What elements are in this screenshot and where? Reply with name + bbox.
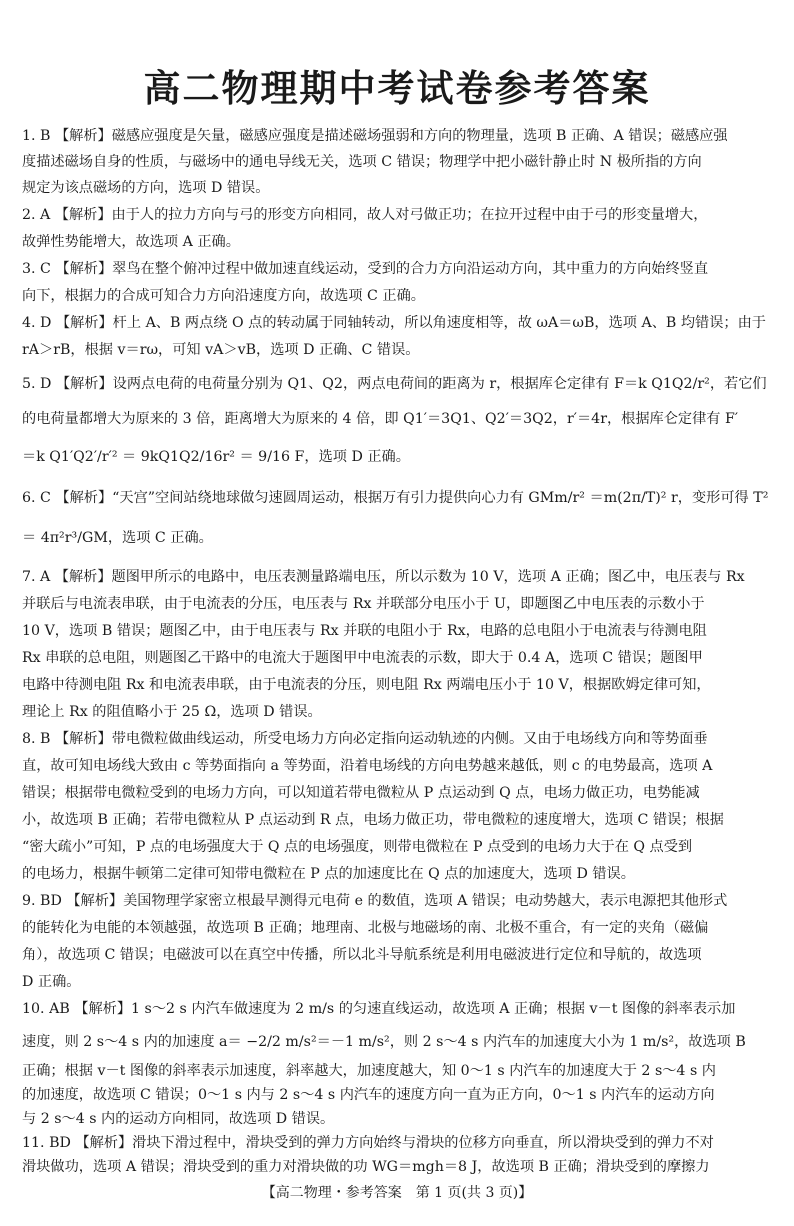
text-line: 9. BD 【解析】美国物理学家密立根最早测得元电荷 e 的数值，选项 A 错误；电动势越大，表示电源把其他形式: [22, 893, 728, 909]
text-line: ＝k Q1′Q2′/r′² ＝ 9kQ1Q2/16r² ＝ 9/16 F，选项 D 正确。: [22, 449, 410, 465]
text-line: 10 V，选项 B 错误；题图乙中，由于电压表与 Rx 并联的电阻小于 Rx，电路的总电阻小于电流表与待测电阻: [22, 623, 707, 639]
text-line: 2. A 【解析】由于人的拉力方向与弓的形变方向相同，故人对弓做正功；在拉开过程中由于弓的形变量增大，: [22, 207, 708, 223]
text-line: 向下，根据力的合成可知合力方向沿速度方向，故选项 C 正确。: [22, 288, 425, 304]
text-line: 速度，则 2 s～4 s 内的加速度 a＝ −2/2 m/s²＝－1 m/s²，则 2 s～4 s 内汽车的加速度大小为 1 m/s²，故选项 B: [22, 1034, 746, 1050]
text-line: 并联后与电流表串联，由于电流表的分压，电压表与 Rx 并联部分电压小于 U，即题图乙中电压表的示数小于: [22, 596, 705, 612]
text-line: 小，故选项 B 正确；若带电微粒从 P 点运动到 R 点，电场力做正功，带电微粒的速度增大，选项 C 错误；根据: [22, 812, 724, 828]
text-line: rA＞rB，根据 v＝rω，可知 vA＞vB，选项 D 正确、C 错误。: [22, 342, 420, 358]
text-line: 直，故可知电场线大致由 c 等势面指向 a 等势面，沿着电场线的方向电势越来越低，则 c 的电势最高，选项 A: [22, 758, 713, 774]
text-line: 滑块做功，选项 A 错误；滑块受到的重力对滑块做的功 WG＝mgh＝8 J，故选项 B 正确；滑块受到的摩擦力: [22, 1159, 710, 1175]
text-line: 11. BD 【解析】滑块下滑过程中，滑块受到的弹力方向始终与滑块的位移方向垂直，所以滑块受到的弹力不对: [22, 1135, 714, 1151]
text-line: 5. D 【解析】设两点电荷的电荷量分别为 Q1、Q2，两点电荷间的距离为 r，根据库仑定律有 F＝k Q1Q2/r²，若它们: [22, 376, 767, 392]
text-line: 的电场力，根据牛顿第二定律可知带电微粒在 P 点的加速度比在 Q 点的加速度大，选项 D 错误。: [22, 866, 635, 882]
text-line: 的电荷量都增大为原来的 3 倍，距离增大为原来的 4 倍，即 Q1′＝3Q1、Q2′＝3Q2，r′＝4r，根据库仑定律有 F′: [22, 411, 739, 427]
text-line: 10. AB 【解析】1 s～2 s 内汽车做速度为 2 m/s 的匀速直线运动，故选项 A 正确；根据 v－t 图像的斜率表示加: [22, 1001, 736, 1017]
text-line: 7. A 【解析】题图甲所示的电路中，电压表测量路端电压，所以示数为 10 V，选项 A 正确；图乙中，电压表与 Rx: [22, 569, 745, 585]
text-line: 错误；根据带电微粒受到的电场力方向，可以知道若带电微粒从 P 点运动到 Q 点，电场力做正功，电势能减: [22, 785, 700, 801]
text-line: 1. B 【解析】磁感应强度是矢量，磁感应强度是描述磁场强弱和方向的物理量，选项 B 正确、A 错误；磁感应强: [22, 128, 728, 144]
text-line: 正确；根据 v－t 图像的斜率表示加速度，斜率越大，加速度越大，知 0～1 s 内汽车的加速度大于 2 s～4 s 内: [22, 1063, 716, 1079]
text-line: 度描述磁场自身的性质，与磁场中的通电导线无关，选项 C 错误；物理学中把小磁针静止时 N 极所指的方向: [22, 154, 702, 170]
text-line: 8. B 【解析】带电微粒做曲线运动，所受电场力方向必定指向运动轨迹的内侧。又由于电场线方向和等势面垂: [22, 731, 708, 747]
text-line: 与 2 s～4 s 内的运动方向相同，故选项 D 错误。: [22, 1111, 335, 1127]
page-footer: 【高二物理・参考答案 第 1 页(共 3 页)】: [261, 1185, 533, 1201]
text-line: 3. C 【解析】翠鸟在整个俯冲过程中做加速直线运动，受到的合力方向沿运动方向，其中重力的方向始终竖直: [22, 261, 709, 277]
text-line: 4. D 【解析】杆上 A、B 两点绕 O 点的转动属于同轴转动，所以角速度相等，故 ωA＝ωB，选项 A、B 均错误；由于: [22, 315, 766, 331]
text-line: 的加速度，故选项 C 错误；0～1 s 内与 2 s～4 s 内汽车的速度方向一直为正方向，0～1 s 内汽车的运动方向: [22, 1087, 715, 1103]
text-line: 的能转化为电能的本领越强，故选项 B 正确；地理南、北极与地磁场的南、北极不重合，有一定的夹角（磁偏: [22, 920, 709, 936]
text-line: “密大疏小”可知，P 点的电场强度大于 Q 点的电场强度，则带电微粒在 P 点受到的电场力大于在 Q 点受到: [22, 839, 693, 855]
text-line: D 正确。: [22, 974, 81, 990]
text-line: Rx 串联的总电阻，则题图乙干路中的电流大于题图甲中电流表的示数，即大于 0.4 A，选项 C 错误；题图甲: [22, 650, 703, 666]
text-line: 角），故选项 C 错误；电磁波可以在真空中传播，所以北斗导航系统是利用电磁波进行定位和导航的，故选项: [22, 947, 702, 963]
text-line: 故弹性势能增大，故选项 A 正确。: [22, 234, 240, 250]
text-line: 规定为该点磁场的方向，选项 D 错误。: [22, 180, 270, 196]
text-line: 电路中待测电阻 Rx 和电流表串联，由于电流表的分压，则电阻 Rx 两端电压小于 10 V，根据欧姆定律可知，: [22, 677, 711, 693]
text-line: 理论上 Rx 的阻值略小于 25 Ω，选项 D 错误。: [22, 704, 322, 720]
text-line: ＝ 4π²r³/GM，选项 C 正确。: [22, 530, 213, 546]
text-line: 6. C 【解析】“天宫”空间站绕地球做匀速圆周运动，根据万有引力提供向心力有 GMm/r² ＝m(2π/T)² r，变形可得 T²: [22, 490, 769, 506]
page-title: 高二物理期中考试卷参考答案: [143, 67, 651, 110]
